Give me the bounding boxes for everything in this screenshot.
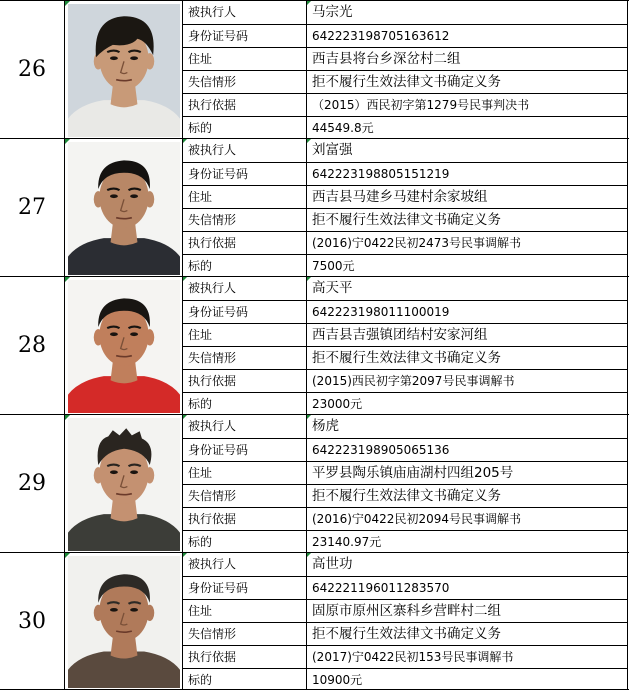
photo-cell	[64, 415, 182, 552]
field-value-id: 642223198905065136	[312, 443, 450, 457]
cell-comment-marker	[307, 553, 311, 557]
field-label-basis: 执行依据	[183, 646, 307, 668]
field-value-basis: (2016)宁0422民初2094号民事调解书	[312, 512, 521, 526]
record-30	[0, 552, 629, 690]
field-label-id: 身份证号码	[183, 577, 307, 599]
portrait-photo	[68, 418, 180, 551]
field-row-name	[182, 553, 628, 576]
field-row-id	[182, 162, 628, 185]
field-label-id: 身份证号码	[183, 439, 307, 461]
portrait-image	[68, 418, 180, 551]
photo-cell	[64, 139, 182, 276]
portrait-photo	[68, 4, 180, 137]
field-value-address: 西吉县将台乡深岔村二组	[312, 51, 461, 67]
field-row-id	[182, 24, 628, 47]
record-fields	[182, 139, 628, 276]
field-label-basis: 执行依据	[183, 94, 307, 116]
field-value-amount: 23000元	[312, 397, 363, 411]
record-number: 30	[18, 608, 46, 634]
record-26	[0, 0, 629, 138]
field-value-situation: 拒不履行生效法律文书确定义务	[312, 626, 501, 642]
field-value-id: 642223198705163612	[312, 29, 450, 43]
field-value-name: 刘富强	[307, 139, 627, 162]
field-value-amount: 10900元	[312, 673, 363, 687]
photo-cell	[64, 1, 182, 138]
field-value-basis: (2016)宁0422民初2473号民事调解书	[312, 236, 521, 250]
cell-comment-marker	[307, 415, 311, 419]
portrait-image	[68, 4, 180, 137]
field-row-address	[182, 185, 628, 208]
field-label-basis: 执行依据	[183, 232, 307, 254]
field-row-name	[182, 415, 628, 438]
field-row-basis	[182, 369, 628, 392]
field-value-id: 642221196011283570	[312, 581, 450, 595]
field-value-situation: 拒不履行生效法律文书确定义务	[312, 350, 501, 366]
field-label-id: 身份证号码	[183, 25, 307, 47]
field-value-name: 杨虎	[307, 415, 627, 438]
field-row-amount	[182, 254, 628, 276]
field-value-basis: (2015)西民初字第2097号民事调解书	[312, 374, 515, 388]
record-number: 27	[18, 195, 46, 220]
field-row-amount	[182, 392, 628, 414]
record-number: 26	[18, 57, 46, 82]
record-number: 28	[18, 333, 46, 358]
portrait-photo	[68, 280, 180, 413]
field-label-name: 被执行人	[183, 1, 307, 24]
field-value-address: 固原市原州区寨科乡营畔村二组	[312, 603, 501, 619]
field-row-id	[182, 438, 628, 461]
field-label-name: 被执行人	[183, 553, 307, 576]
field-row-name	[182, 277, 628, 300]
field-row-name	[182, 1, 628, 24]
field-row-basis	[182, 231, 628, 254]
record-fields	[182, 277, 628, 414]
field-row-situation	[182, 208, 628, 231]
field-row-situation	[182, 622, 628, 645]
field-label-situation: 失信情形	[183, 71, 307, 93]
field-row-address	[182, 323, 628, 346]
portrait-photo	[68, 142, 180, 275]
field-value-address: 西吉县吉强镇团结村安家河组	[312, 327, 488, 343]
field-row-id	[182, 576, 628, 599]
cell-comment-marker	[183, 415, 187, 419]
field-label-amount: 标的	[183, 255, 307, 276]
field-value-address: 平罗县陶乐镇庙庙湖村四组205号	[312, 465, 514, 481]
field-value-basis: (2017)宁0422民初153号民事调解书	[312, 650, 514, 664]
photo-cell	[64, 277, 182, 414]
field-row-amount	[182, 116, 628, 138]
field-label-address: 住址	[183, 324, 307, 346]
field-value-id: 642223198805151219	[312, 167, 450, 181]
field-value-basis: （2015）西民初字第1279号民事判决书	[312, 98, 530, 112]
field-label-amount: 标的	[183, 531, 307, 552]
portrait-photo	[68, 556, 180, 688]
field-value-situation: 拒不履行生效法律文书确定义务	[312, 488, 501, 504]
field-label-situation: 失信情形	[183, 347, 307, 369]
field-label-basis: 执行依据	[183, 370, 307, 392]
field-value-id: 642223198011100019	[312, 305, 450, 319]
field-row-name	[182, 139, 628, 162]
field-label-id: 身份证号码	[183, 301, 307, 323]
field-value-address: 西吉县马建乡马建村余家坡组	[312, 189, 488, 205]
portrait-image	[68, 556, 180, 688]
field-label-address: 住址	[183, 186, 307, 208]
field-row-amount	[182, 530, 628, 552]
field-label-amount: 标的	[183, 393, 307, 414]
record-fields	[182, 415, 628, 552]
cell-comment-marker	[183, 553, 187, 557]
field-label-amount: 标的	[183, 669, 307, 690]
field-label-name: 被执行人	[183, 277, 307, 300]
field-row-situation	[182, 346, 628, 369]
field-label-situation: 失信情形	[183, 623, 307, 645]
cell-comment-marker	[307, 277, 311, 281]
field-row-basis	[182, 93, 628, 116]
cell-comment-marker	[307, 139, 311, 143]
field-value-amount: 7500元	[312, 259, 355, 273]
field-row-address	[182, 599, 628, 622]
field-row-situation	[182, 484, 628, 507]
field-label-name: 被执行人	[183, 415, 307, 438]
field-row-id	[182, 300, 628, 323]
record-fields	[182, 553, 628, 689]
field-value-amount: 23140.97元	[312, 535, 382, 549]
record-29	[0, 414, 629, 552]
record-number: 29	[18, 471, 46, 496]
record-27	[0, 138, 629, 276]
portrait-image	[68, 280, 180, 413]
field-row-situation	[182, 70, 628, 93]
field-value-name: 高世功	[307, 553, 627, 576]
field-row-address	[182, 47, 628, 70]
field-label-situation: 失信情形	[183, 209, 307, 231]
cell-comment-marker	[183, 139, 187, 143]
field-value-amount: 44549.8元	[312, 121, 374, 135]
field-row-basis	[182, 645, 628, 668]
field-label-name: 被执行人	[183, 139, 307, 162]
record-28	[0, 276, 629, 414]
field-value-situation: 拒不履行生效法律文书确定义务	[312, 74, 501, 90]
field-value-name: 高天平	[307, 277, 627, 300]
field-row-amount	[182, 668, 628, 690]
field-row-basis	[182, 507, 628, 530]
field-label-address: 住址	[183, 462, 307, 484]
field-label-address: 住址	[183, 48, 307, 70]
field-label-id: 身份证号码	[183, 163, 307, 185]
field-label-amount: 标的	[183, 117, 307, 138]
record-fields	[182, 1, 628, 138]
photo-cell	[64, 553, 182, 689]
cell-comment-marker	[307, 1, 311, 5]
field-value-situation: 拒不履行生效法律文书确定义务	[312, 212, 501, 228]
cell-comment-marker	[183, 277, 187, 281]
field-label-situation: 失信情形	[183, 485, 307, 507]
field-row-address	[182, 461, 628, 484]
field-label-basis: 执行依据	[183, 508, 307, 530]
field-label-address: 住址	[183, 600, 307, 622]
portrait-image	[68, 142, 180, 275]
field-value-name: 马宗光	[307, 1, 627, 24]
